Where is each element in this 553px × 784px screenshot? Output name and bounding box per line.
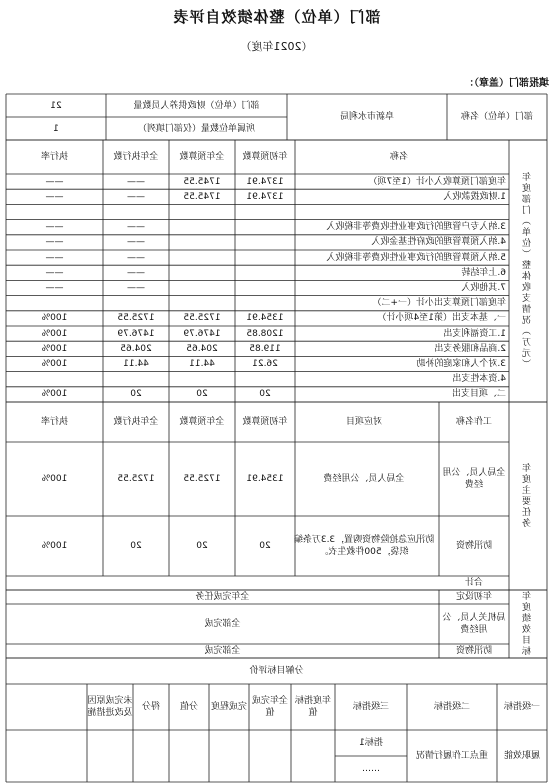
budget-row-initial: 1354.91 <box>246 313 284 324</box>
budget-row-name: 一、基本支出（第1至4项小计） <box>377 313 506 324</box>
eval-row-level1: 履职效能 <box>504 751 541 761</box>
eval-row-level3: …… <box>362 764 380 774</box>
task-row-exec: 20 <box>130 541 142 551</box>
eval-row-level2: 重点工作履行情况 <box>416 751 489 761</box>
budget-side-label: 年度部门（单位）整体收支情况（万元） <box>523 172 533 370</box>
budget-row-name: 2.商品和服务支出 <box>434 343 506 354</box>
task-col-exec: 全年执行数 <box>113 417 159 427</box>
budget-row-initial <box>235 220 295 235</box>
budget-row-name: 5.纳入预算管理的行政事业性收费等非税收入 <box>326 252 506 263</box>
task-row-rate: 100% <box>41 474 68 484</box>
budget-row-exec: 1725.55 <box>117 313 155 324</box>
budget-row-initial: 26.21 <box>252 358 278 369</box>
goal-col-result: 全年完成任务 <box>195 592 250 602</box>
budget-row-exec: —— <box>127 282 145 293</box>
budget-row-name: 1.财政拨款收入 <box>443 191 506 202</box>
page-title: 部门（单位）整体绩效自评表 <box>172 8 381 26</box>
task-row-full: 20 <box>196 541 208 551</box>
budget-row-name <box>286 204 509 219</box>
dept-name-label: 部门（单位）名称 <box>461 112 534 122</box>
budget-row-exec: —— <box>127 222 145 233</box>
col-rate-header: 执行率 <box>41 152 69 162</box>
goal-side-label: 年度绩效目标 <box>523 591 533 657</box>
task-row-rate: 100% <box>41 541 68 551</box>
budget-row-rate: —— <box>45 267 64 278</box>
budget-row-initial: 1374.91 <box>246 176 284 187</box>
goal-row-result: 全部完成 <box>204 646 241 656</box>
budget-row-full <box>169 204 235 219</box>
staff-count-label: 部门（单位）财政供养人员数量 <box>133 100 260 111</box>
goal-row-goal: 防汛物资 <box>456 646 493 656</box>
budget-row-full <box>169 235 235 250</box>
goal-row-goal: 局机关人员、公用经费 <box>442 613 506 635</box>
budget-row-name: 1.工资福利支出 <box>443 328 506 339</box>
budget-row-exec: 204.65 <box>120 343 152 354</box>
dept-name-value: 阜新市水利局 <box>340 112 395 122</box>
task-col-initial: 年初预算数 <box>242 417 288 427</box>
staff-count-value: 21 <box>50 100 62 111</box>
budget-row-initial: 1208.85 <box>246 328 284 339</box>
budget-row-initial <box>235 204 295 219</box>
budget-row-initial <box>235 235 295 250</box>
budget-row-rate: 100% <box>41 328 68 339</box>
budget-row-name: 4.纳入预算管理的政府性基金收入 <box>371 237 506 248</box>
col-full-budget-header: 全年预算数 <box>179 152 225 162</box>
col-target-header: 年度指标值 <box>295 696 332 718</box>
budget-row-name: 7.其他收入 <box>461 282 506 293</box>
col-level2-header: 二级指标 <box>434 702 471 712</box>
col-full-value-header: 全年完成值 <box>252 696 289 718</box>
budget-row-full: 1725.55 <box>183 313 221 324</box>
budget-row-exec <box>103 296 169 311</box>
budget-row-full <box>169 220 235 235</box>
sub-unit-value: 1 <box>53 123 59 134</box>
budget-row-initial <box>235 265 295 280</box>
budget-row-exec: 1476.79 <box>117 328 155 339</box>
col-done-header: 完成程度 <box>211 702 248 712</box>
budget-row-full <box>169 265 235 280</box>
col-level1-header: 一级指标 <box>504 702 541 712</box>
task-row-project: 防汛应急抢险物资购置，3.3万条编织袋，500件救生衣。 <box>293 535 435 557</box>
budget-row-name: 年度部门预算收入小计（1至7项） <box>368 176 506 187</box>
task-row-full: 1725.55 <box>183 474 221 484</box>
budget-row-initial <box>235 280 295 295</box>
task-row-exec: 1725.55 <box>117 474 155 484</box>
budget-row-full: 204.65 <box>186 343 218 354</box>
task-row-project: 全局人员、公用经费 <box>323 474 405 484</box>
budget-row-full <box>169 372 235 387</box>
eval-heading: 分解目标评价 <box>249 666 304 676</box>
budget-row-initial <box>235 372 295 387</box>
col-initial-header: 年初预算数 <box>242 152 288 162</box>
unit-label: 填报部门（盖章）： <box>464 78 549 89</box>
col-score-header: 得分 <box>142 702 161 712</box>
budget-row-initial <box>235 296 295 311</box>
task-row-name: 防汛物资 <box>456 541 493 551</box>
col-reason-header: 未完成原因及改进措施 <box>87 696 133 718</box>
task-row-initial: 20 <box>259 541 271 551</box>
budget-row-rate: 100% <box>41 389 68 400</box>
budget-row-full <box>169 250 235 265</box>
budget-row-rate: —— <box>45 237 64 248</box>
budget-row-name: 6.上年结转 <box>461 267 506 278</box>
budget-row-initial <box>235 250 295 265</box>
budget-row-full: 20 <box>196 389 208 400</box>
budget-row-rate: —— <box>45 176 64 187</box>
page-subtitle: （2021年度） <box>240 40 313 53</box>
budget-row-rate: —— <box>45 282 64 293</box>
col-item-header: 名称 <box>390 152 409 162</box>
budget-row-rate <box>6 296 103 311</box>
task-row-initial: 1354.91 <box>246 474 284 484</box>
budget-row-exec: 44.11 <box>123 358 149 369</box>
task-total-label: 合计 <box>465 578 484 588</box>
budget-row-rate: 100% <box>41 358 68 369</box>
col-level3-header: 三级指标 <box>353 702 390 712</box>
budget-row-full <box>169 296 235 311</box>
budget-row-initial: 20 <box>259 389 271 400</box>
budget-row-rate: 100% <box>41 343 68 354</box>
budget-row-initial: 1374.91 <box>246 191 284 202</box>
budget-row-exec: —— <box>127 252 145 263</box>
col-full-exec-header: 全年执行数 <box>113 152 159 162</box>
col-task-header: 工作名称 <box>456 417 493 427</box>
budget-row-exec: —— <box>127 237 145 248</box>
sub-unit-label: 所属单位数量（仅部门填列） <box>138 123 256 134</box>
task-side-label: 年度主要任务 <box>523 463 533 529</box>
budget-row-exec <box>103 204 169 219</box>
budget-row-rate: 100% <box>41 313 68 324</box>
budget-row-rate <box>6 204 103 219</box>
budget-row-rate: —— <box>45 222 64 233</box>
task-row-name: 全局人员、公用经费 <box>442 468 506 490</box>
col-project-header: 对应项目 <box>346 417 383 427</box>
budget-row-name: 年度部门预算支出小计（一+二） <box>372 298 506 309</box>
budget-row-exec <box>103 372 169 387</box>
goal-row-result: 全部完成 <box>204 619 241 629</box>
budget-row-full: 1745.55 <box>183 176 221 187</box>
budget-row-full: 1745.55 <box>183 191 221 202</box>
budget-row-rate: —— <box>45 252 64 263</box>
budget-row-exec: —— <box>127 191 145 202</box>
budget-row-initial: 119.85 <box>249 343 281 354</box>
budget-row-full: 1476.79 <box>183 328 221 339</box>
budget-row-name: 3.纳入专户管理的行政事业性收费等非税收入 <box>326 222 506 233</box>
budget-row-exec: 20 <box>130 389 142 400</box>
budget-row-exec: —— <box>127 176 145 187</box>
budget-row-full <box>169 280 235 295</box>
goal-col-goal: 年初设定 <box>456 592 493 602</box>
budget-row-rate: —— <box>45 191 64 202</box>
eval-row-level3: 指标1 <box>359 738 383 748</box>
budget-row-rate <box>6 372 103 387</box>
budget-row-name: 4.资本性支出 <box>452 374 506 385</box>
budget-row-name: 二、项目支出 <box>451 389 506 400</box>
budget-row-full: 44.11 <box>189 358 215 369</box>
col-score-weight-header: 分值 <box>180 702 199 712</box>
budget-row-exec: —— <box>127 267 145 278</box>
task-col-full: 全年预算数 <box>179 417 225 427</box>
budget-row-name: 3.对个人和家庭的补助 <box>416 358 506 369</box>
task-col-rate: 执行率 <box>41 417 69 427</box>
